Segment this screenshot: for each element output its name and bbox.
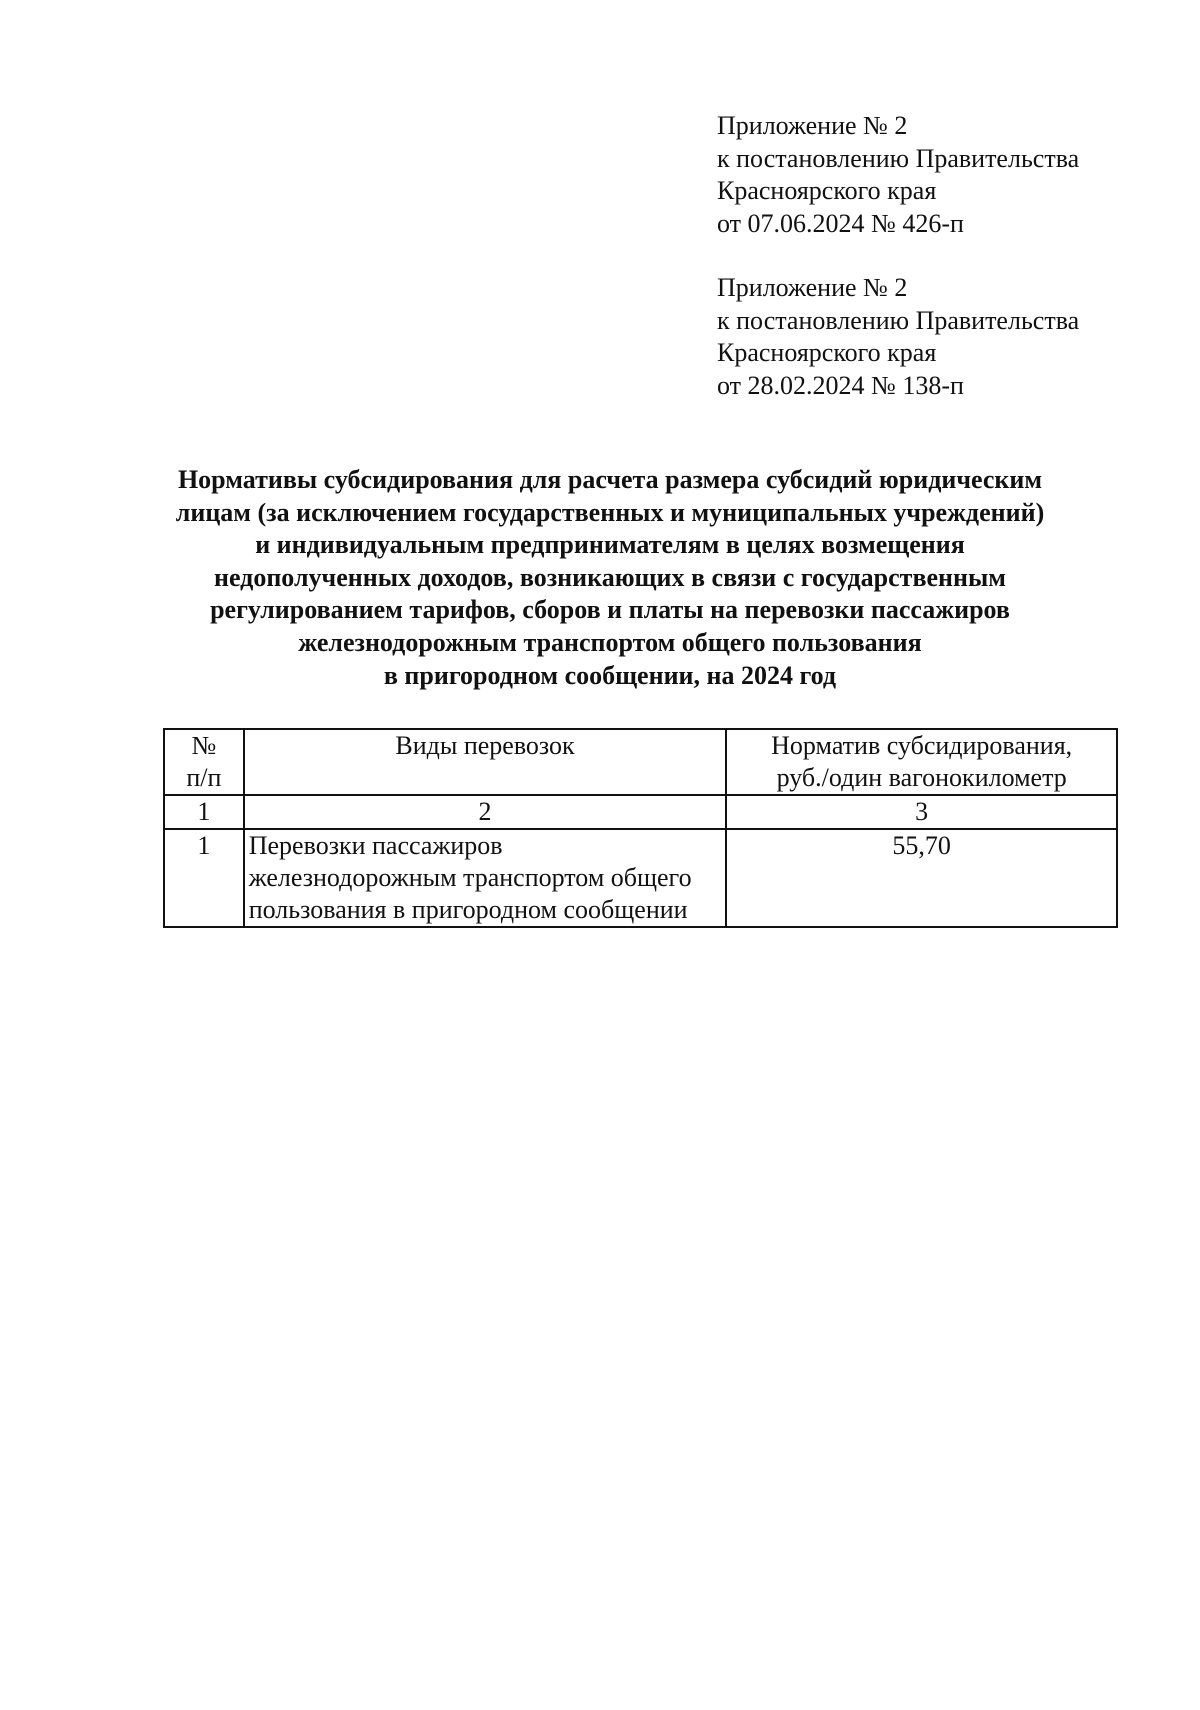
index-cell: 3 (726, 795, 1117, 829)
table-index-row (164, 795, 1117, 829)
subsidy-norms-table (163, 728, 1118, 928)
appendix-ref: к постановлению Правительства (717, 305, 1080, 335)
header-cell-number (164, 729, 244, 795)
header-text: руб./один вагонокилометр (776, 763, 1067, 792)
row-norm-value: 55,70 (726, 829, 1117, 927)
index-cell: 2 (244, 795, 727, 829)
table-row (164, 829, 1117, 927)
title-line: недополученных доходов, возникающих в связи с государственным (214, 562, 1006, 592)
row-kind-text: железнодорожным транспортом общего (248, 863, 692, 892)
header-text: № (191, 731, 217, 760)
title-line: в пригородном сообщении, на 2024 год (383, 660, 837, 690)
appendix-header-2 (717, 272, 1177, 402)
appendix-region: Красноярского края (717, 176, 937, 205)
appendix-title: Приложение № 2 (717, 273, 908, 302)
row-kind-text: Перевозки пассажиров (248, 831, 503, 860)
title-line: железнодорожным транспортом общего пользования (298, 627, 922, 657)
header-cell-norm (726, 729, 1117, 795)
title-line: Нормативы субсидирования для расчета размера субсидий юридическим (177, 465, 1043, 494)
row-number: 1 (164, 829, 244, 927)
document-title (130, 464, 1090, 692)
appendix-header-1 (717, 110, 1177, 240)
header-cell-kind (244, 729, 727, 795)
header-text: Виды перевозок (395, 731, 575, 760)
appendix-date: от 28.02.2024 № 138-п (717, 370, 964, 400)
header-text: Норматив субсидирования, (771, 731, 1073, 760)
table-header-row (164, 729, 1117, 795)
row-kind (244, 829, 727, 927)
title-line: и индивидуальным предпринимателям в целях возмещения (255, 530, 965, 560)
title-line: лицам (за исключением государственных и муниципальных учреждений) (175, 497, 1045, 527)
appendix-ref: к постановлению Правительства (717, 143, 1080, 173)
appendix-date: от 07.06.2024 № 426-п (717, 208, 964, 238)
header-text: п/п (186, 763, 222, 792)
appendix-title: Приложение № 2 (717, 111, 908, 140)
title-line: регулированием тарифов, сборов и платы на перевозки пассажиров (210, 595, 1010, 625)
appendix-region: Красноярского края (717, 338, 937, 367)
row-kind-text: пользования в пригородном сообщении (248, 895, 688, 924)
index-cell: 1 (164, 795, 244, 829)
